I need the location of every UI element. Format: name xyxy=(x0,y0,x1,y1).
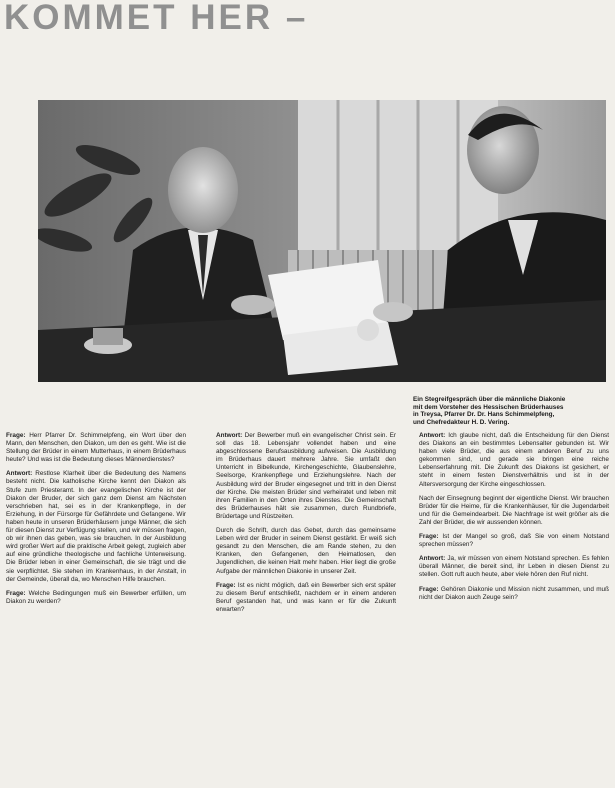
paragraph xyxy=(6,470,186,583)
paragraph xyxy=(419,533,609,549)
paragraph xyxy=(6,432,186,464)
text-column-1 xyxy=(6,432,186,782)
paragraph-text: Der Bewerber muß ein evangelischer Christ sein. Er soll das 18. Lebensjahr vollendet haben und eine abgeschlossene Berufsausbildung aufweisen. Die Ausbildung im Brüderhaus dauert mehrere Jahre. Sie umfaßt den Unterricht in Bibelkunde, Kirchengeschichte, Glaubenslehre, Seelsorge, Krankenpflege und Erziehungslehre. Nach der Ausbildung wird der Bruder eingesegnet und tritt in den Dienst der Kirche. Die meisten Brüder sind verheiratet und leben mit ihren Familien in den Orten ihres Dienstes. Die Gemeinschaft des Brüderhauses hält sie zusammen, durch Rundbriefe, Brüdertage und Rüstzeiten. xyxy=(216,432,396,520)
paragraph xyxy=(419,586,609,602)
paragraph xyxy=(419,495,609,527)
paragraph-lead: Frage: xyxy=(6,589,26,597)
paragraph-text: Herr Pfarrer Dr. Schimmelpfeng, ein Wort über den Mann, den Menschen, den Diakon, um den es geht. Wie ist die Stellung der Brüder in einem Mutterhaus, in einem Brüderhaus heute? Und was ist die Bedeutung dieses Männerdienstes? xyxy=(6,432,186,464)
paragraph-text: Gehören Diakonie und Mission nicht zusammen, und muß nicht der Diakon auch Zeuge sein? xyxy=(419,585,609,601)
text-column-2 xyxy=(216,432,396,782)
paragraph-text: Ich glaube nicht, daß die Entscheidung für den Dienst des Diakons an ein bestimmtes Lebensalter gebunden ist. Wir haben viele Brüder, die aus einem anderen Beruf zu uns gekommen sind, und gerade sie bringen eine reiche Lebenserfahrung mit. Die Zukunft des Diakons ist gesichert, er steht in einem festen Dienstverhältnis und ist in der Altersversorgung der Kirche eingeschlossen. xyxy=(419,432,609,488)
caption-line: und Chefredakteur H. D. Vering. xyxy=(413,418,510,426)
paragraph-lead: Frage: xyxy=(216,581,236,589)
paragraph xyxy=(216,582,396,614)
paragraph-text: Ist es nicht möglich, daß ein Bewerber sich erst später zu diesem Beruf entschließt, nachdem er in einem anderen Beruf gestanden hat, und was kann er für die Zukunft erwarten? xyxy=(216,581,396,613)
text-column-3 xyxy=(419,432,609,784)
photo-caption xyxy=(413,396,609,426)
paragraph-text: Durch die Schrift, durch das Gebet, durch das gemeinsame Leben wird der Bruder in seinem Dienst gestärkt. Er weiß sich gesandt zu den Menschen, die am Rande stehen, zu den Kranken, den Gefangenen, den Heimatlosen, den Jugendlichen, die keinen Halt mehr haben. Hier liegt die große Aufgabe der männlichen Diakonie in unserer Zeit. xyxy=(216,527,396,575)
paragraph-text: Ja, wir müssen von einem Notstand sprechen. Es fehlen überall Männer, die bereit sind, ihr Leben in diesen Dienst zu stellen. Gott ruft auch heute, aber viele hören den Ruf nicht. xyxy=(419,555,609,579)
paragraph-lead: Antwort: xyxy=(216,432,243,439)
caption-line: in Treysa, Pfarrer Dr. Dr. Hans Schimmelpfeng, xyxy=(413,411,555,419)
paragraph-lead: Antwort: xyxy=(6,470,33,478)
paragraph xyxy=(216,432,396,521)
paragraph xyxy=(6,590,186,606)
photo-interview xyxy=(38,100,606,382)
paragraph xyxy=(216,527,396,576)
caption-line: Ein Stegreifgespräch über die männliche Diakonie xyxy=(413,396,566,403)
photo-illustration xyxy=(38,100,606,382)
paragraph-lead: Frage: xyxy=(419,533,439,541)
paragraph-text: Ist der Mangel so groß, daß Sie von einem Notstand sprechen müssen? xyxy=(419,533,609,549)
headline: KOMMET HER – xyxy=(4,0,309,37)
paragraph-text: Nach der Einsegnung beginnt der eigentliche Dienst. Wir brauchen Brüder für die Heime, für die Krankenhäuser, für die Jugendarbeit und für die Gemeindearbeit. Die Nachfrage ist weit größer als die Zahl der Brüder, die wir aussenden können. xyxy=(419,494,609,526)
paragraph-lead: Antwort: xyxy=(419,555,446,563)
caption-line: mit dem Vorsteher des Hessischen Brüderhauses xyxy=(413,403,564,411)
paragraph-lead: Frage: xyxy=(6,432,26,439)
paragraph-lead: Frage: xyxy=(419,585,439,593)
paragraph-text: Welche Bedingungen muß ein Bewerber erfüllen, um Diakon zu werden? xyxy=(6,589,186,605)
paragraph-text: Restlose Klarheit über die Bedeutung des Namens besteht nicht. Die katholische Kirche kennt den Diakon als Stufe zum Priesteramt. In der evangelischen Kirche ist der Diakon der Bruder, der sich ganz dem Dienst am Nächsten verschrieben hat, sei es in der Krankenpflege, in der Erziehung, in der Fürsorge für Gefährdete und Gefangene. Wir haben heute in unseren Brüderhäusern junge Männer, die sich für diesen Dienst zur Verfügung stellen, und wir müssen fragen, ob wir ihnen das geben, was sie brauchen. In der Ausbildung wird großer Wert auf die praktische Arbeit gelegt, zugleich aber auf eine gründliche theologische und fachliche Unterweisung. Die Brüder leben in einer Gemeinschaft, die sie trägt und die sie verpflichtet. Sie stehen im Krankenhaus, in der Anstalt, in der Gemeinde, überall da, wo Menschen Hilfe brauchen. xyxy=(6,470,186,583)
paragraph xyxy=(419,432,609,489)
paragraph xyxy=(419,555,609,579)
paragraph-lead: Antwort: xyxy=(419,432,446,439)
